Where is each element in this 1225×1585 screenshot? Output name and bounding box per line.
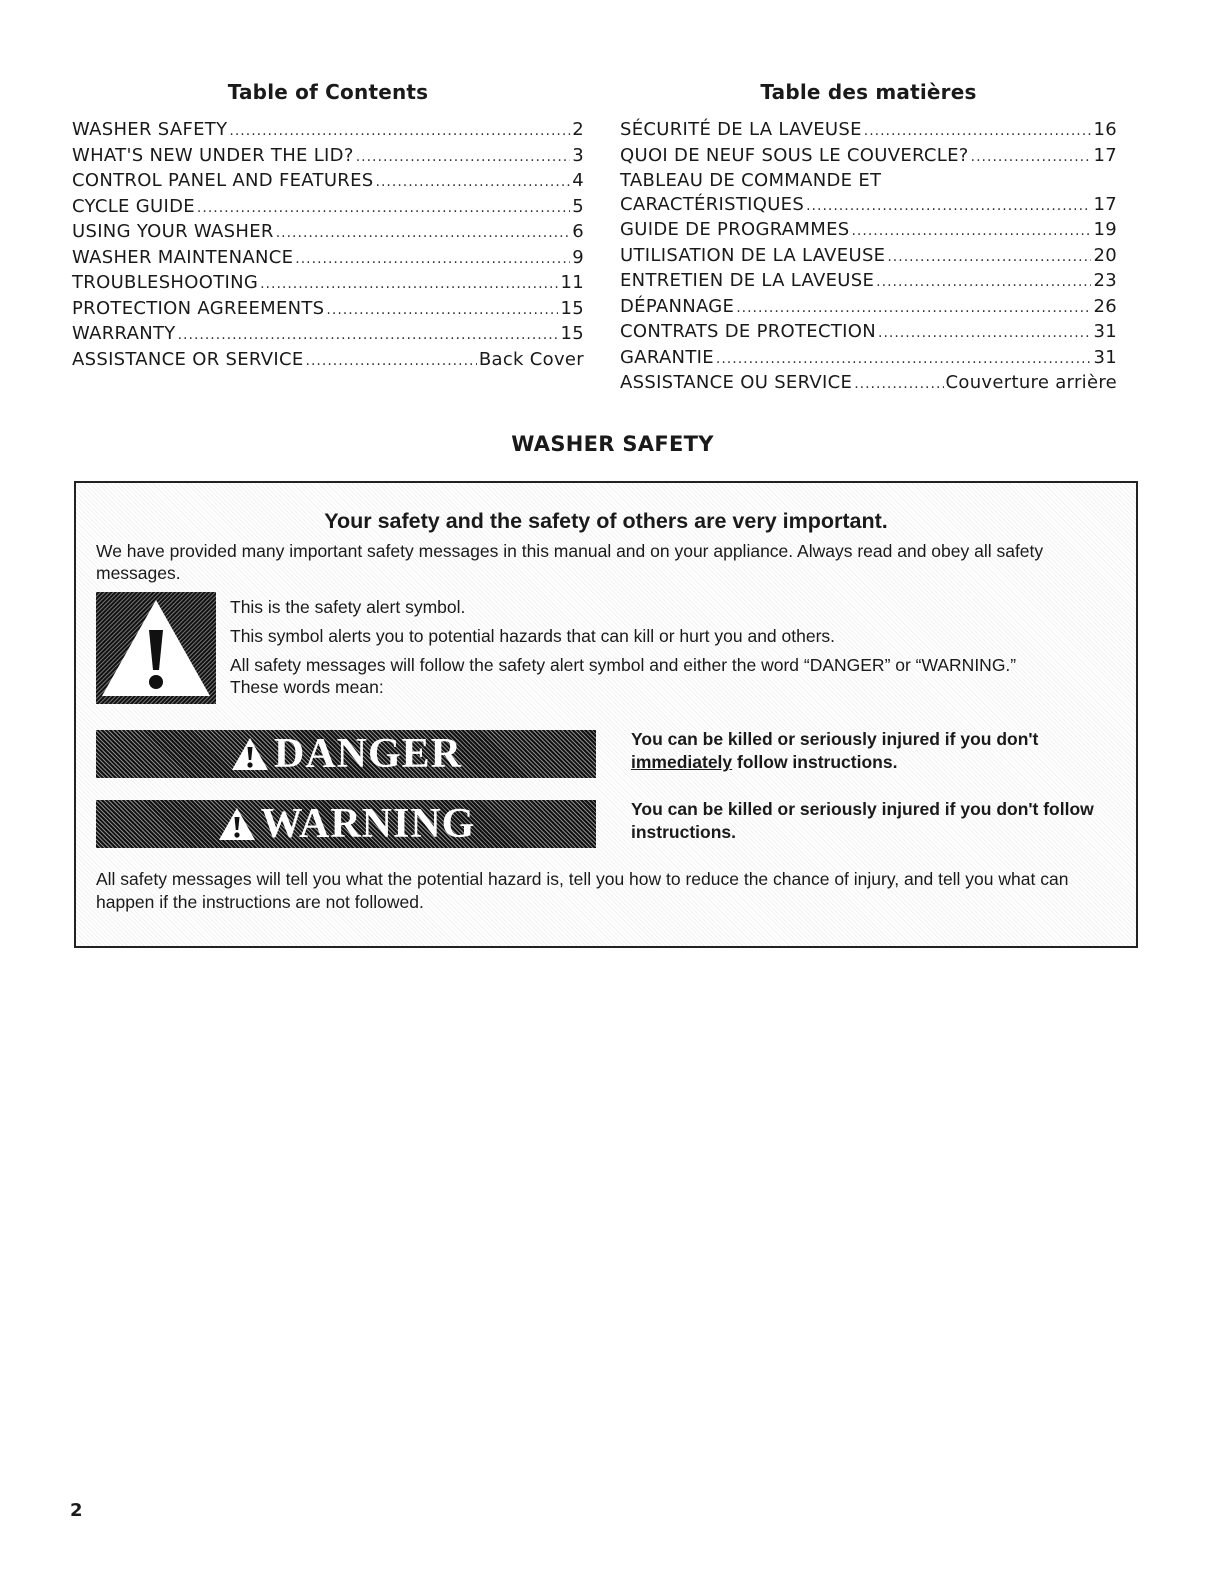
toc-entry[interactable]: USING YOUR WASHER ..... 6 xyxy=(72,220,584,246)
safety-heading: Your safety and the safety of others are very important. xyxy=(324,509,888,533)
toc-entry[interactable]: CARACTÉRISTIQUES ..... 17 xyxy=(620,193,1117,219)
toc-entry[interactable]: GARANTIE ..... 31 xyxy=(620,346,1117,372)
toc-french xyxy=(620,80,1117,397)
alert-line: This symbol alerts you to potential hazards that can kill or hurt you and others. xyxy=(230,626,836,646)
alert-triangle-icon xyxy=(217,806,257,842)
alert-triangle-icon xyxy=(230,736,270,772)
toc-entry[interactable]: WHAT'S NEW UNDER THE LID? ..... 3 xyxy=(72,144,584,170)
toc-heading-en: Table of Contents xyxy=(227,80,429,104)
toc-entry[interactable]: SÉCURITÉ DE LA LAVEUSE ..... 16 xyxy=(620,118,1117,144)
toc-list-fr xyxy=(620,118,1117,397)
toc-entry[interactable]: TROUBLESHOOTING ..... 11 xyxy=(72,271,584,297)
toc-entry[interactable]: CYCLE GUIDE ..... 5 xyxy=(72,195,584,221)
warning-label: WARNING xyxy=(260,801,476,847)
danger-label: DANGER xyxy=(273,731,462,777)
safety-closing: All safety messages will tell you what the potential hazard is, tell you how to reduce the chance of injury, and tell you what can happen if the instructions are not followed. xyxy=(96,869,1069,912)
alert-line: All safety messages will follow the safety alert symbol and either the word “DANGER” or “WARNING.” These words mean: xyxy=(230,655,1017,697)
toc-entry[interactable]: WASHER SAFETY ..... 2 xyxy=(72,118,584,144)
toc-entry[interactable]: UTILISATION DE LA LAVEUSE ..... 20 xyxy=(620,244,1117,270)
warning-signal-word xyxy=(96,800,596,848)
toc-entry[interactable]: TABLEAU DE COMMANDE ET xyxy=(620,170,882,191)
safety-box xyxy=(74,481,1138,948)
alert-line: This is the safety alert symbol. xyxy=(230,597,466,617)
safety-intro: We have provided many important safety messages in this manual and on your appliance. Always read and obey all safety messages. xyxy=(96,541,1044,583)
toc-list-en xyxy=(72,118,584,373)
alert-explanation xyxy=(230,596,1050,705)
toc-entry[interactable]: CONTRATS DE PROTECTION ..... 31 xyxy=(620,320,1117,346)
toc-entry[interactable]: PROTECTION AGREEMENTS ..... 15 xyxy=(72,297,584,323)
toc-heading-fr: Table des matières xyxy=(760,80,977,104)
toc-entry[interactable]: GUIDE DE PROGRAMMES ..... 19 xyxy=(620,218,1117,244)
toc-entry[interactable]: DÉPANNAGE ..... 26 xyxy=(620,295,1117,321)
toc-entry[interactable]: WASHER MAINTENANCE ..... 9 xyxy=(72,246,584,272)
toc-english xyxy=(72,80,584,373)
toc-entry[interactable]: ENTRETIEN DE LA LAVEUSE ..... 23 xyxy=(620,269,1117,295)
toc-entry[interactable]: ASSISTANCE OR SERVICE ..... Back Cover xyxy=(72,348,584,374)
warning-description: You can be killed or seriously injured if you don't follow instructions. xyxy=(631,799,1094,842)
danger-description: You can be killed or seriously injured if you don't immediately follow instructions. xyxy=(631,729,1039,772)
safety-alert-triangle-icon xyxy=(96,592,216,704)
page-number: 2 xyxy=(70,1500,83,1521)
toc-entry[interactable]: QUOI DE NEUF SOUS LE COUVERCLE? ..... 17 xyxy=(620,144,1117,170)
danger-signal-word xyxy=(96,730,596,778)
toc-entry[interactable]: ASSISTANCE OU SERVICE ..... Couverture arrière xyxy=(620,371,1117,397)
toc-entry[interactable]: WARRANTY ..... 15 xyxy=(72,322,584,348)
section-title: WASHER SAFETY xyxy=(511,432,714,456)
toc-entry[interactable]: CONTROL PANEL AND FEATURES ..... 4 xyxy=(72,169,584,195)
